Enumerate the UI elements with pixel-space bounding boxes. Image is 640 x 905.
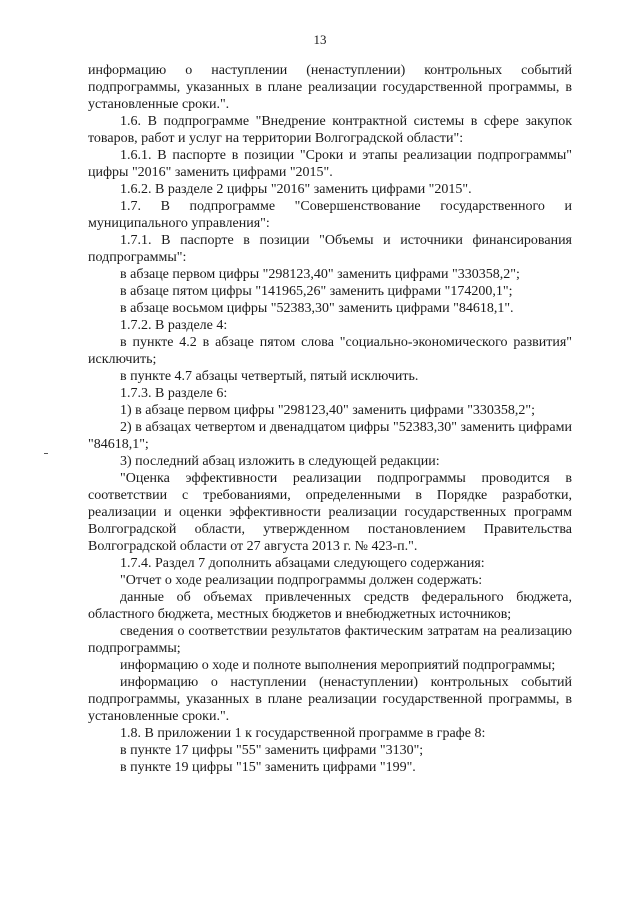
paragraph: 1.7.4. Раздел 7 дополнить абзацами следующего содержания: [120, 556, 485, 571]
paragraph: данные об объемах привлеченных средств федерального бюджета, областного бюджета, местных бюджетов и внебюджетных источников; [88, 590, 572, 622]
paragraph: 1.7.2. В разделе 4: [120, 318, 228, 333]
paragraph: информацию о наступлении (ненаступлении) контрольных событий подпрограммы, указанных в плане реализации государственной программы, в установленные сроки.". [88, 63, 572, 112]
paragraph: 1.6.2. В разделе 2 цифры "2016" заменить цифрами "2015". [120, 182, 472, 197]
paragraph: в пункте 17 цифры "55" заменить цифрами "3130"; [120, 743, 424, 758]
paragraph: 2) в абзацах четвертом и двенадцатом цифры "52383,30" заменить цифрами "84618,1"; [88, 420, 572, 452]
paragraph: в пункте 4.7 абзацы четвертый, пятый исключить. [120, 369, 419, 384]
paragraph: в пункте 4.2 в абзаце пятом слова "социально-экономического развития" исключить; [88, 335, 572, 367]
paragraph: в абзаце первом цифры "298123,40" заменить цифрами "330358,2"; [120, 267, 520, 282]
paragraph: 1.7. В подпрограмме "Совершенствование государственного и муниципального управления": [88, 199, 572, 231]
margin-mark [44, 453, 48, 454]
page-number: 13 [313, 32, 327, 47]
paragraph: 3) последний абзац изложить в следующей редакции: [120, 454, 440, 469]
paragraph: "Оценка эффективности реализации подпрограммы проводится в соответствии с требованиями, определенными в Порядке разработки, реализации и оценки эффективности реализации государственных программ Волгоградской области, утвержденном постановлением Правительства Волгоградской области от 27 августа 2013 г. № 423-п.". [88, 471, 572, 554]
paragraph: сведения о соответствии результатов фактическим затратам на реализацию подпрограммы; [88, 624, 572, 656]
paragraph: в абзаце восьмом цифры "52383,30" заменить цифрами "84618,1". [120, 301, 514, 316]
paragraph: 1.6. В подпрограмме "Внедрение контрактной системы в сфере закупок товаров, работ и услуг на территории Волгоградской области": [88, 114, 572, 146]
paragraph: "Отчет о ходе реализации подпрограммы должен содержать: [120, 573, 483, 588]
paragraph: 1.6.1. В паспорте в позиции "Сроки и этапы реализации подпрограммы" цифры "2016" заменить цифрами "2015". [88, 148, 572, 180]
paragraph: 1.7.1. В паспорте в позиции "Объемы и источники финансирования подпрограммы": [88, 233, 572, 265]
paragraph: 1) в абзаце первом цифры "298123,40" заменить цифрами "330358,2"; [120, 403, 536, 418]
paragraph: 1.8. В приложении 1 к государственной программе в графе 8: [120, 726, 486, 741]
paragraph: информацию о ходе и полноте выполнения мероприятий подпрограммы; [120, 658, 556, 673]
paragraph: 1.7.3. В разделе 6: [120, 386, 228, 401]
paragraph: в абзаце пятом цифры "141965,26" заменить цифрами "174200,1"; [120, 284, 513, 299]
document-body [88, 62, 572, 776]
paragraph: в пункте 19 цифры "15" заменить цифрами "199". [120, 760, 416, 775]
paragraph: информацию о наступлении (ненаступлении) контрольных событий подпрограммы, указанных в плане реализации государственной программы, в установленные сроки.". [88, 675, 572, 724]
